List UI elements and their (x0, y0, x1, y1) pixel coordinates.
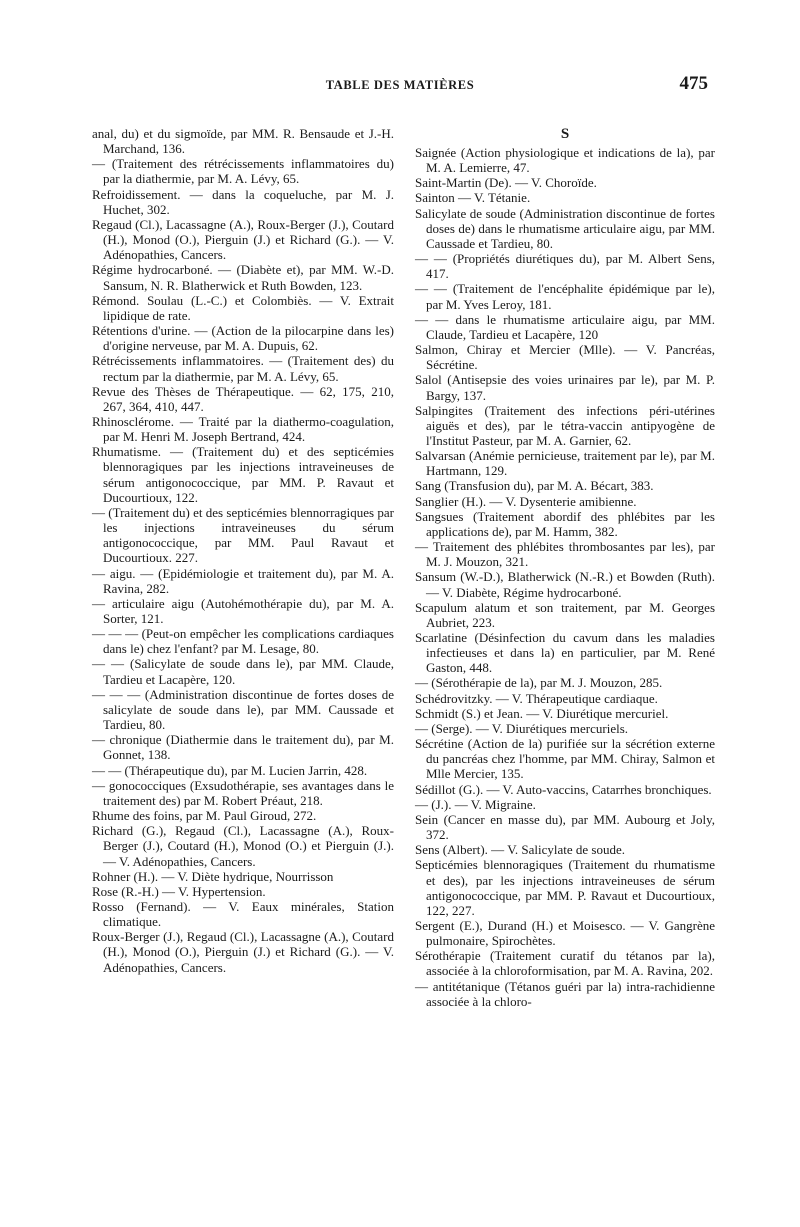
index-entry: Salmon, Chiray et Mercier (Mlle). — V. Pancréas, Sécrétine. (415, 342, 715, 373)
index-entry: — — dans le rhumatisme articulaire aigu, par MM. Claude, Tardieu et Lacapère, 120 (415, 311, 715, 342)
index-entry: Sainton — V. Tétanie. (415, 190, 531, 206)
index-entry: — articulaire aigu (Autohémothérapie du), par M. A. Sorter, 121. (92, 595, 394, 626)
index-entry: — Traitement des phlébites thrombosantes par les), par M. J. Mouzon, 321. (415, 539, 715, 570)
index-entry: Sens (Albert). — V. Salicylate de soude. (415, 842, 626, 858)
index-entry: Regaud (Cl.), Lacassagne (A.), Roux-Berger (J.), Coutard (H.), Monod (O.), Pierguin (J.) et Richard (G.). — V. Adénopathies, Cancers. (92, 216, 394, 263)
index-entry: — (Traitement du) et des septicémies blennorragiques par les injections intraveineuses du sérum antigonococcique, par MM. Paul Ravaut et Ducourtioux. 227. (92, 504, 394, 566)
index-entry: — — (Salicylate de soude dans le), par MM. Claude, Tardieu et Lacapère, 120. (92, 656, 394, 687)
left-column (92, 126, 394, 975)
running-title: TABLE DES MATIÈRES (325, 78, 475, 92)
index-entry: Rosso (Fernand). — V. Eaux minérales, Station climatique. (92, 898, 394, 930)
index-entry: Richard (G.), Regaud (Cl.), Lacassagne (A.), Roux-Berger (J.), Coutard (H.), Monod (O.) et Pierguin (J.). — V. Adénopathies, Cancers. (92, 823, 394, 869)
index-entry: — — (Propriétés diurétiques du), par M. Albert Sens, 417. (415, 251, 715, 282)
index-entry: — — (Traitement de l'encéphalite épidémique par le), par M. Yves Leroy, 181. (415, 281, 715, 312)
index-entry: Scapulum alatum et son traitement, par M. Georges Aubriet, 223. (415, 599, 715, 630)
index-entry: Sangsues (Traitement abordif des phlébites par les applications de), par M. Hamm, 382. (415, 508, 715, 539)
index-entry: Sanglier (H.). — V. Dysenterie amibienne. (415, 493, 637, 509)
index-entry: Sergent (E.), Durand (H.) et Moisesco. — V. Gangrène pulmonaire, Spirochètes. (415, 917, 715, 949)
index-entry: Rétrécissements inflammatoires. — (Traitement des) du rectum par la diathermie, par M. A. Lévy, 65. (92, 353, 394, 384)
index-entry: Sécrétine (Action de la) purifiée sur la sécrétion externe du pancréas chez l'homme, par MM. Chiray, Salmon et Mlle Mercier, 135. (415, 736, 715, 782)
index-entry: Rose (R.-H.) — V. Hypertension. (92, 883, 266, 899)
index-entry: — chronique (Diathermie dans le traitement du), par M. Gonnet, 138. (92, 732, 394, 763)
index-entry: Sédillot (G.). — V. Auto-vaccins, Catarrhes bronchiques. (415, 781, 712, 797)
index-entry: Rhumatisme. — (Traitement du) et des septicémies blennoragiques par les injections intraveineuses de sérum antigonococcique, par MM. P. Ravaut et Ducourtioux, 122. (92, 444, 394, 505)
index-entry: — — — (Administration discontinue de fortes doses de salicylate de soude dans le), par MM. Caussade et Tardieu, 80. (92, 686, 394, 733)
index-entry: anal, du) et du sigmoïde, par MM. R. Bensaude et J.-H. Marchand, 136. (92, 126, 394, 157)
index-entry: Revue des Thèses de Thérapeutique. — 62, 175, 210, 267, 364, 410, 447. (92, 383, 394, 414)
index-entry: Sansum (W.-D.), Blatherwick (N.-R.) et Bowden (Ruth). — V. Diabète, Régime hydrocarboné. (415, 569, 715, 600)
index-entry: Rhume des foins, par M. Paul Giroud, 272. (92, 808, 317, 824)
index-entry: — (Serge). — V. Diurétiques mercuriels. (415, 720, 629, 736)
index-entry: Saint-Martin (De). — V. Choroïde. (415, 175, 597, 191)
index-entry: — antitétanique (Tétanos guéri par la) intra-rachidienne associée à la chloro- (415, 978, 715, 1009)
index-entry: — — — (Peut-on empêcher les complications cardiaques dans le) chez l'enfant? par M. Lesage, 80. (92, 626, 394, 657)
section-letter-heading: S (560, 126, 570, 142)
index-entry: — — (Thérapeutique du), par M. Lucien Jarrin, 428. (92, 762, 368, 778)
index-entry: Rémond. Soulau (L.-C.) et Colombiès. — V. Extrait lipidique de rate. (92, 292, 394, 323)
index-entry: Scarlatine (Désinfection du cavum dans les maladies infectieuses et dans la) en particulier, par M. René Gaston, 448. (415, 630, 715, 676)
index-entry: Salvarsan (Anémie pernicieuse, traitement par le), par M. Hartmann, 129. (415, 448, 715, 479)
index-entry: Salol (Antisepsie des voies urinaires par le), par M. P. Bargy, 137. (415, 372, 715, 403)
index-entry: Salicylate de soude (Administration discontinue de fortes doses de) dans le rhumatisme articulaire aigu, par MM. Caussade et Tardieu, 80. (415, 205, 715, 251)
index-entry: — (Sérothérapie de la), par M. J. Mouzon, 285. (415, 675, 663, 691)
index-entry: Schmidt (S.) et Jean. — V. Diurétique mercuriel. (415, 705, 669, 721)
index-entry: Refroidissement. — dans la coqueluche, par M. J. Huchet, 302. (92, 186, 394, 217)
index-entry: Schédrovitzky. — V. Thérapeutique cardiaque. (415, 690, 658, 706)
page-number: 475 (679, 73, 708, 94)
index-entry: Sein (Cancer en masse du), par MM. Aubourg et Joly, 372. (415, 811, 715, 843)
index-entry: Sérothérapie (Traitement curatif du tétanos par la), associée à la chloroformisation, par M. A. Ravina, 202. (415, 948, 715, 979)
index-entry: — gonococciques (Exsudothérapie, ses avantages dans le traitement des) par M. Robert Préaut, 218. (92, 777, 394, 808)
index-entry: Rohner (H.). — V. Diète hydrique, Nourrisson (92, 868, 334, 884)
index-entry: Septicémies blennoragiques (Traitement du rhumatisme et des), par les injections intraveineuses de sérum antigonococcique, par MM. P. Ravaut et Ducourtioux, 122, 227. (415, 857, 715, 918)
index-entry: Rétentions d'urine. — (Action de la pilocarpine dans les) d'origine nerveuse, par M. A. Dupuis, 62. (92, 323, 394, 354)
index-entry: Roux-Berger (J.), Regaud (Cl.), Lacassagne (A.), Coutard (H.), Monod (O.), Pierguin (J.) et Richard (G.). — V. Adénopathies, Cancers. (92, 929, 394, 975)
index-entry: Rhinosclérome. — Traité par la diathermo-coagulation, par M. Henri M. Joseph Bertrand, 424. (92, 413, 394, 445)
index-entry: — (Traitement des rétrécissements inflammatoires du) par la diathermie, par M. A. Lévy, 65. (92, 156, 394, 187)
index-entry: Régime hydrocarboné. — (Diabète et), par MM. W.-D. Sansum, N. R. Blatherwick et Ruth Bowden, 123. (92, 262, 394, 293)
index-entry: Salpingites (Traitement des infections péri-utérines aiguës et des), par le tétra-vaccin antipyogène de l'Institut Pasteur, par M. A. Garnier, 62. (415, 402, 715, 448)
index-entry: Sang (Transfusion du), par M. A. Bécart, 383. (415, 478, 654, 494)
index-entry: Saignée (Action physiologique et indications de la), par M. A. Lemierre, 47. (415, 145, 715, 176)
index-entry: — (J.). — V. Migraine. (415, 796, 536, 812)
index-entry: — aigu. — (Epidémiologie et traitement du), par M. A. Ravina, 282. (92, 565, 394, 596)
right-column (415, 126, 715, 1009)
